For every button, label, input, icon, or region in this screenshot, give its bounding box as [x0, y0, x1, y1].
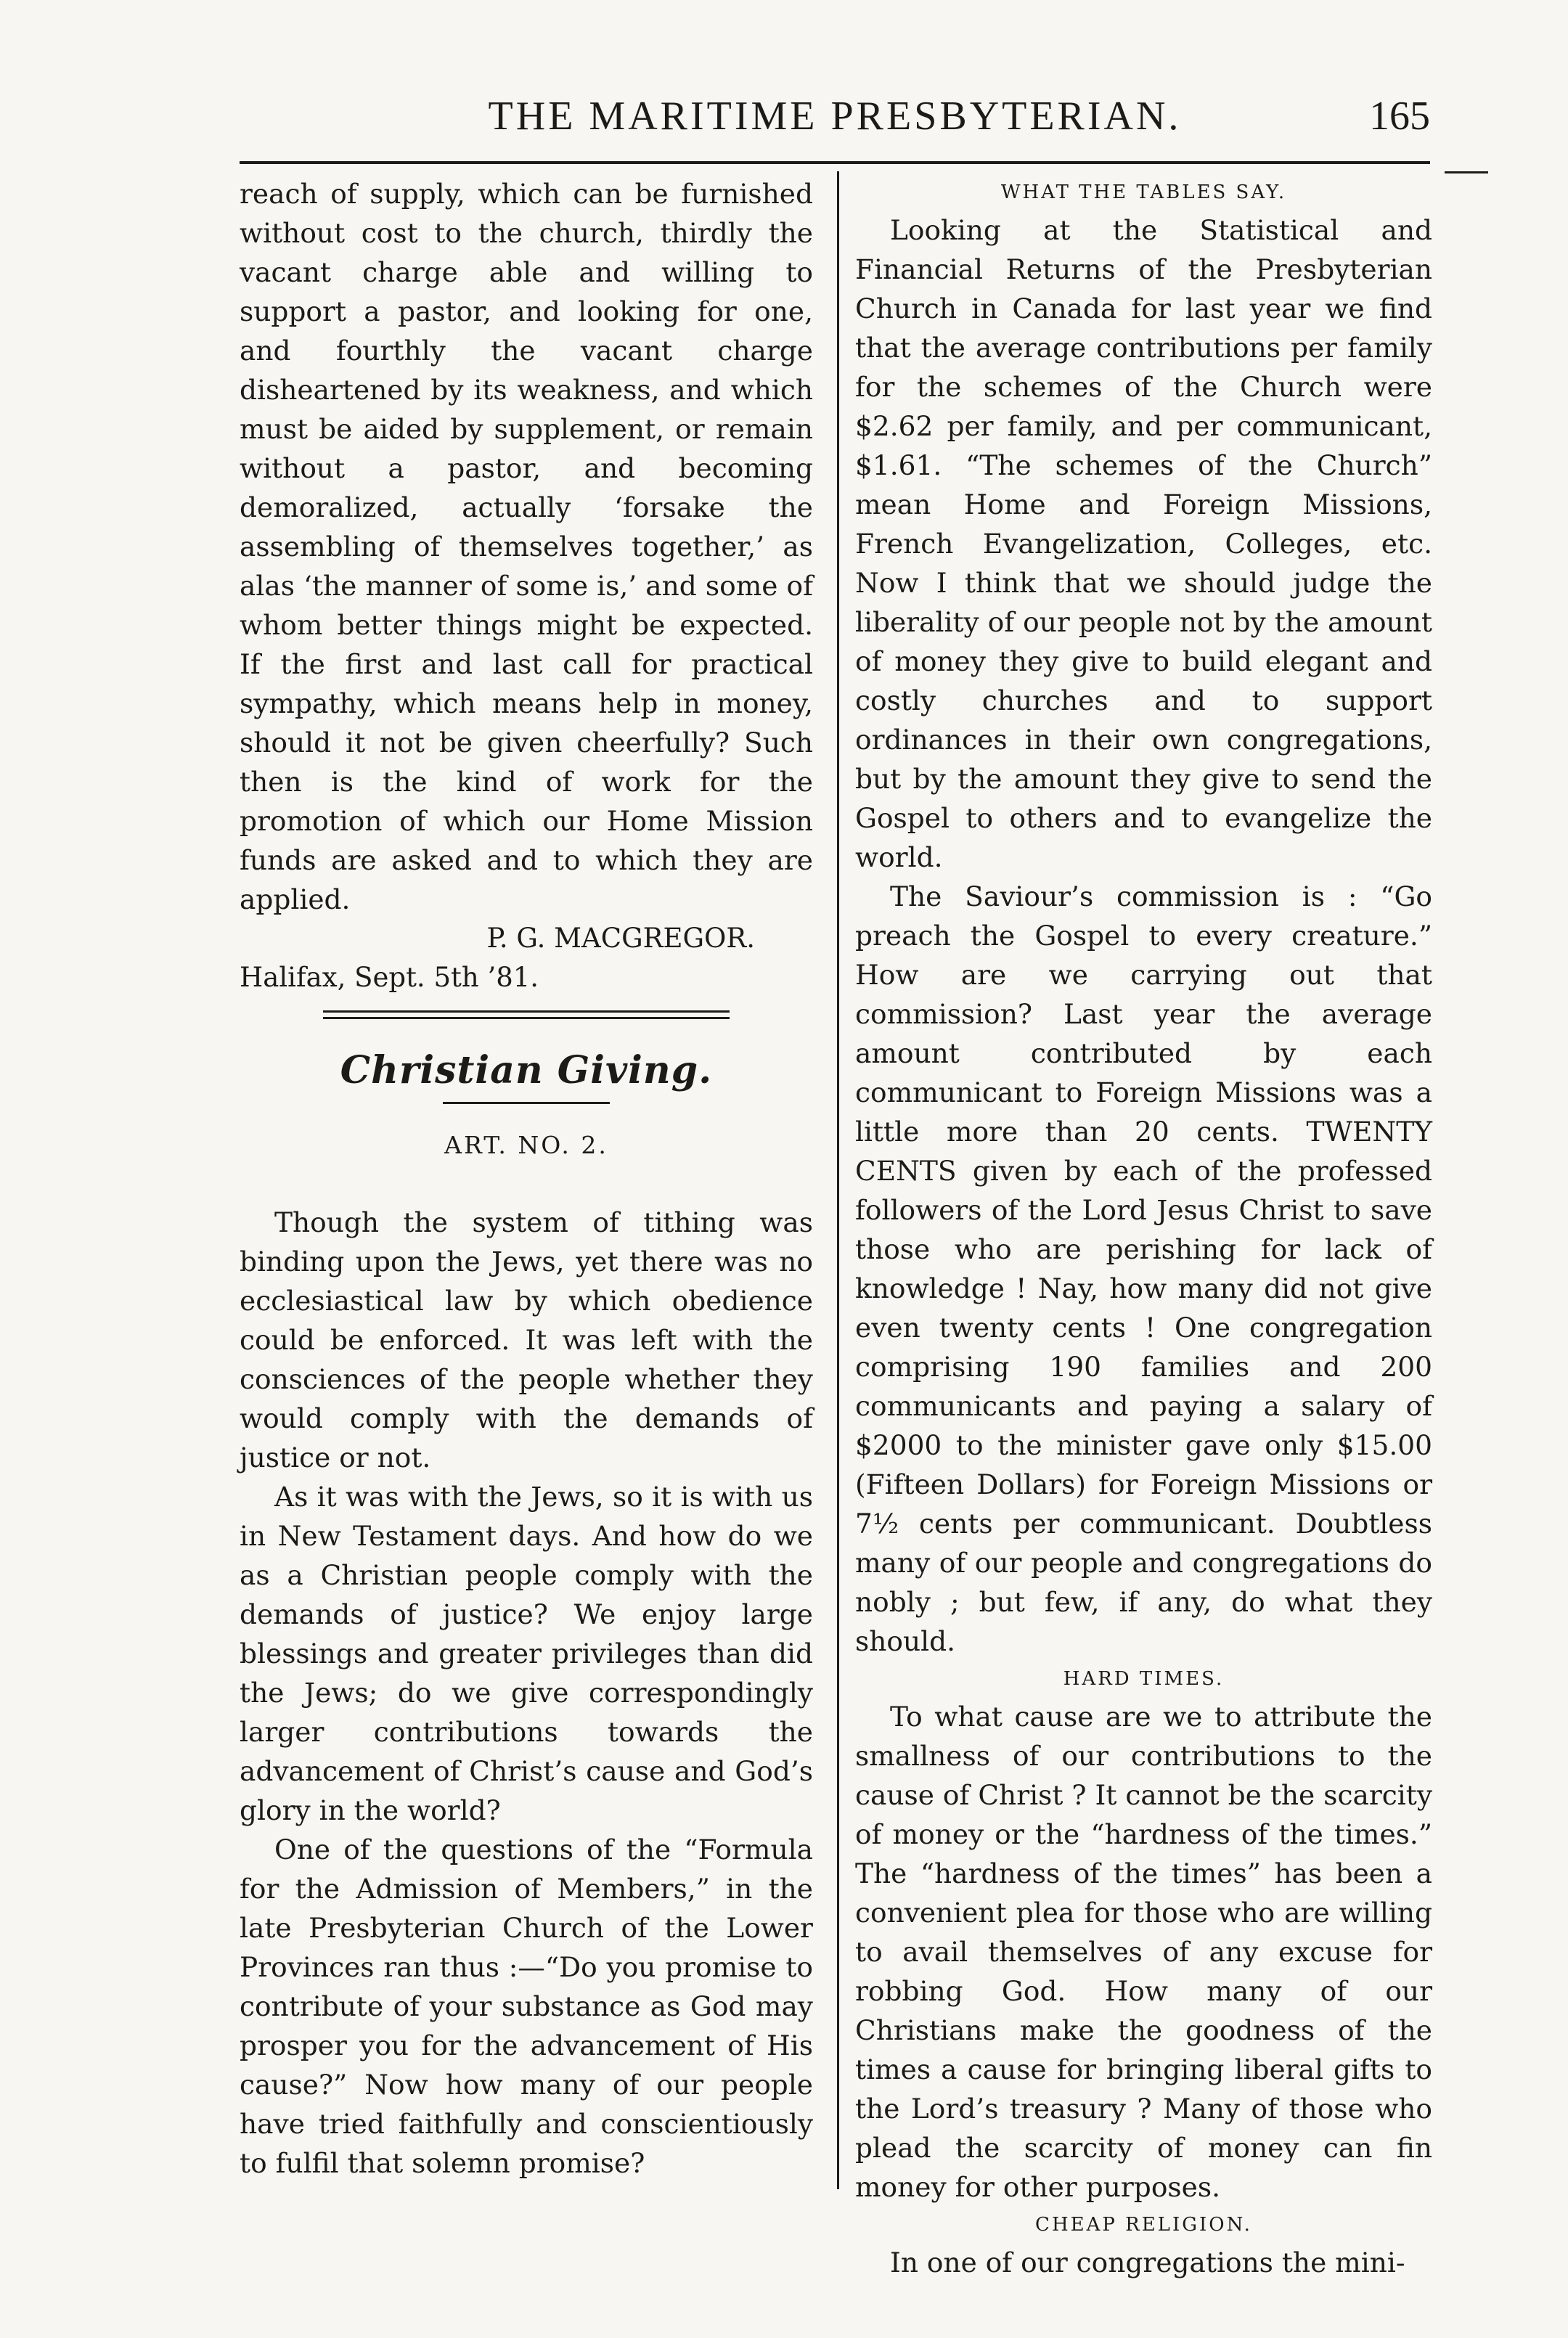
- section-title: Christian Giving.: [340, 1048, 713, 1092]
- column-divider: [837, 171, 839, 2189]
- header-rule: [240, 161, 1430, 164]
- article-paragraph: In one of our congregations the mini-: [890, 2247, 1405, 2278]
- subheading-hard-times: HARD TIMES.: [1063, 1668, 1225, 1690]
- header-rule-end: [1445, 171, 1488, 173]
- left-column: [240, 174, 813, 2183]
- article-paragraph: One of the questions of the “Formula for the Admission of Members,” in the late Presbyterian Church of the Lower Provinces ran thus :—“Do you promise to contribute of your substance as God may prosper you for the advancement of His cause?” Now how many of our people have tried faithfully and conscientiously to fulfil that solemn promise?: [240, 1834, 813, 2179]
- author-signature: P. G. MACGREGOR.: [486, 923, 755, 954]
- right-column: [855, 174, 1432, 2282]
- article-paragraph: Looking at the Statistical and Financial Returns of the Presbyterian Church in Canada for last year we find that the average contributions per family for the schemes of the Church were $2.62 per family, and per communicant, $1.61. “The schemes of the Church” mean Home and Foreign Missions, French Evangelization, Colleges, etc. Now I think that we should judge the liberality of our people not by the amount of money they give to build elegant and costly churches and to support ordinances in their own congregations, but by the amount they give to send the Gospel to others and to evangelize the world.: [855, 214, 1432, 873]
- page-number: 165: [1369, 94, 1430, 139]
- article-paragraph: To what cause are we to attribute the smallness of our contributions to the cause of Christ ? It cannot be the scarcity of money or the “hardness of the times.” The “hardness of the times” has been a convenient plea for those who are willing to avail themselves of any excuse for robbing God. How many of our Christians make the goodness of the times a cause for bringing liberal gifts to the Lord’s treasury ? Many of those who plead the scarcity of money can fin money for other purposes.: [855, 1701, 1432, 2203]
- running-title: THE MARITIME PRESBYTERIAN.: [488, 94, 1182, 139]
- subheading-tables: WHAT THE TABLES SAY.: [1000, 181, 1287, 203]
- page-header: [240, 93, 1430, 151]
- title-underline: [443, 1102, 610, 1104]
- article-paragraph: As it was with the Jews, so it is with us in New Testament days. And how do we as a Christian people comply with the demands of justice? We enjoy large blessings and greater privileges than did the Jews; do we give correspondingly larger contributions towards the advancement of Christ’s cause and God’s glory in the world?: [240, 1481, 813, 1826]
- continued-paragraph: reach of supply, which can be furnished without cost to the church, thirdly the vacant charge able and willing to support a pastor, and looking for one, and fourthly the vacant charge disheartened by its weakness, and which must be aided by supplement, or remain without a pastor, and becoming demoralized, actually ‘forsake the assembling of themselves together,’ as alas ‘the manner of some is,’ and some of whom better things might be expected. If the first and last call for practical sympathy, which means help in money, should it not be given cheerfully? Such then is the kind of work for the promotion of which our Home Mission funds are asked and to which they are applied.: [240, 178, 813, 915]
- article-paragraph: The Saviour’s commission is : “Go preach the Gospel to every creature.” How are we carrying out that commission? Last year the average amount contributed by each communicant to Foreign Missions was a little more than 20 cents. TWENTY CENTS given by each of the professed followers of the Lord Jesus Christ to save those who are perishing for lack of knowledge ! Nay, how many did not give even twenty cents ! One congregation comprising 190 families and 200 communicants and paying a salary of $2000 to the minister gave only $15.00 (Fifteen Dollars) for Foreign Missions or 7½ cents per communicant. Doubtless many of our people and congregations do nobly ; but few, if any, do what they should.: [855, 880, 1432, 1657]
- dateline: Halifax, Sept. 5th ’81.: [240, 962, 539, 993]
- article-number: ART. NO. 2.: [444, 1131, 608, 1159]
- section-divider: [323, 1010, 730, 1019]
- article-paragraph: Though the system of tithing was binding upon the Jews, yet there was no ecclesiastical law by which obedience could be enforced. It was left with the consciences of the people whether they would comply with the demands of justice or not.: [240, 1206, 813, 1473]
- subheading-cheap-religion: CHEAP RELIGION.: [1035, 2214, 1252, 2236]
